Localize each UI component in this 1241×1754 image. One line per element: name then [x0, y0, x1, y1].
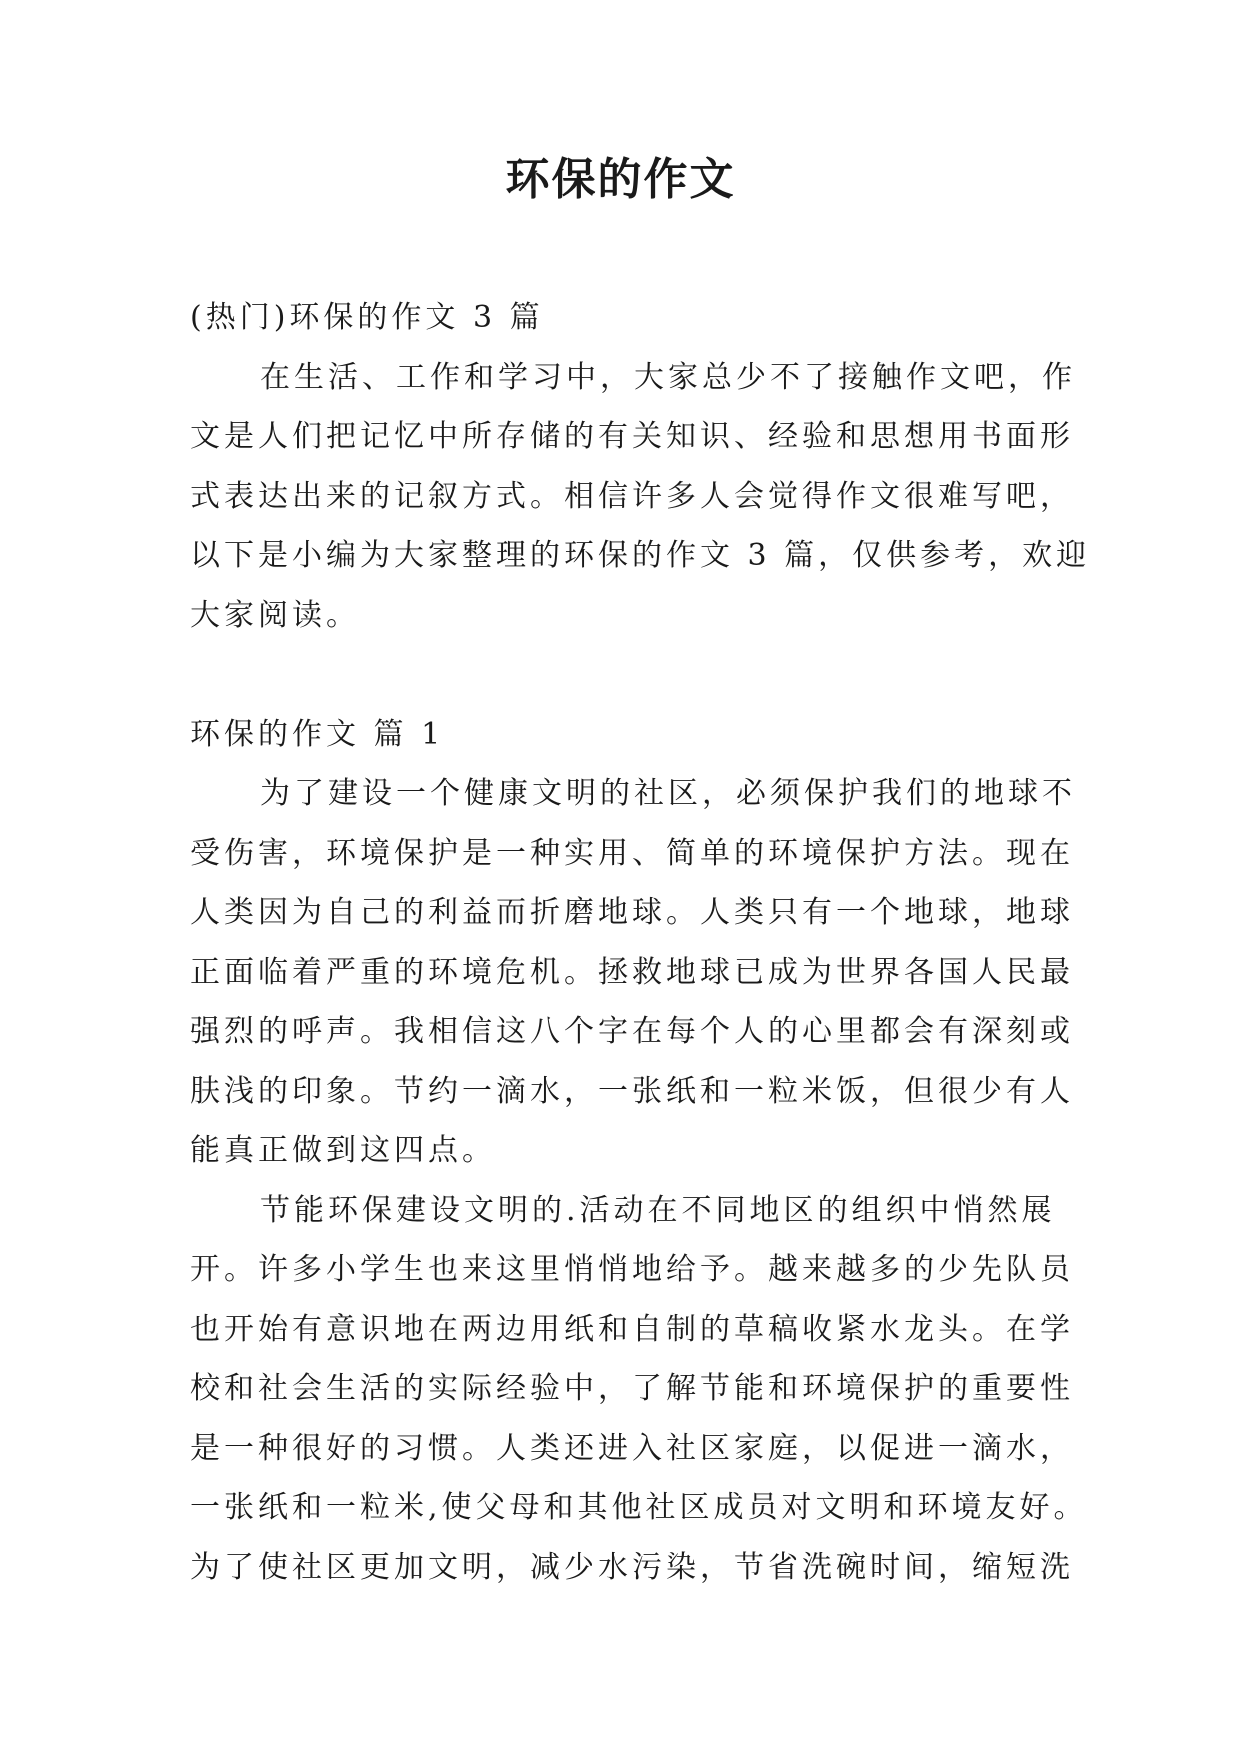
paragraph-line: 节能环保建设文明的.活动在不同地区的组织中悄然展 — [260, 1192, 1056, 1228]
paragraph-line: 肤浅的印象。节约一滴水，一张纸和一粒米饭，但很少有人 — [190, 1073, 1074, 1109]
paragraph-line: 受伤害，环境保护是一种实用、简单的环境保护方法。现在 — [190, 835, 1074, 871]
paragraph-line: 为了建设一个健康文明的社区，必须保护我们的地球不 — [260, 776, 1076, 811]
paragraph-line: 式表达出来的记叙方式。相信许多人会觉得作文很难写吧， — [190, 478, 1074, 514]
paragraph-line: 以下是小编为大家整理的环保的作文 3 篇，仅供参考，欢迎 — [190, 538, 1091, 573]
paragraph-line: 也开始有意识地在两边用纸和自制的草稿收紧水龙头。在学 — [190, 1311, 1074, 1347]
paragraph-line: 文是人们把记忆中所存储的有关知识、经验和思想用书面形 — [190, 419, 1074, 454]
paragraph-line: 一张纸和一粒米,使父母和其他社区成员对文明和环境友好。 — [190, 1490, 1088, 1525]
paragraph-line: 在生活、工作和学习中，大家总少不了接触作文吧，作 — [260, 359, 1076, 395]
paragraph-line: 能真正做到这四点。 — [190, 1133, 496, 1168]
section-spacer — [190, 645, 1070, 705]
document-title: 环保的作文 — [505, 154, 736, 205]
paragraph-line: 强烈的呼声。我相信这八个字在每个人的心里都会有深刻或 — [190, 1014, 1074, 1049]
paragraph-line: 正面临着严重的环境危机。拯救地球已成为世界各国人民最 — [190, 954, 1074, 990]
paragraph-line: 人类因为自己的利益而折磨地球。人类只有一个地球，地球 — [190, 895, 1074, 930]
paragraph-line: 是一种很好的习惯。人类还进入社区家庭，以促进一滴水， — [190, 1430, 1074, 1466]
section1-paragraph-1 — [190, 764, 1076, 1181]
paragraph-line: 开。许多小学生也来这里悄悄地给予。越来越多的少先队员 — [190, 1252, 1074, 1287]
section1-paragraph-2 — [190, 1181, 1088, 1598]
paragraph-line: 校和社会生活的实际经验中，了解节能和环境保护的重要性 — [190, 1371, 1074, 1406]
intro-paragraph — [190, 348, 1091, 646]
document-subtitle: (热门)环保的作文 3 篇 — [190, 300, 544, 335]
paragraph-line: 为了使社区更加文明，减少水污染，节省洗碗时间，缩短洗 — [190, 1549, 1074, 1585]
paragraph-line: 大家阅读。 — [190, 597, 360, 633]
document-body — [190, 288, 1091, 1597]
section-heading: 环保的作文 篇 1 — [190, 716, 445, 752]
